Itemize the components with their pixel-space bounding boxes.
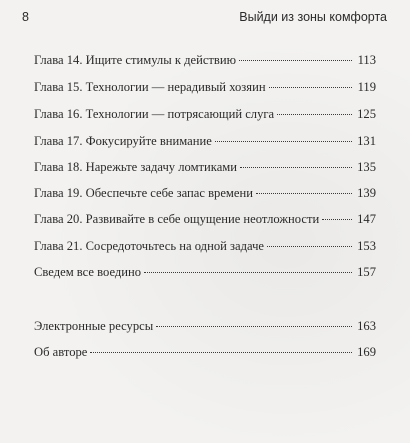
toc-entry (34, 79, 376, 95)
page-number: 8 (22, 10, 29, 24)
dot-leader (156, 326, 352, 327)
toc-entry-title: Об авторе (34, 345, 88, 359)
toc-entry-page: 153 (357, 239, 376, 253)
toc-entry-page: 139 (357, 186, 376, 200)
toc-entry (34, 238, 376, 254)
toc-entry-title: Глава 21. Сосредоточьтесь на одной задаче (34, 239, 264, 253)
dot-leader (267, 246, 352, 247)
toc-entry-title: Глава 20. Развивайте в себе ощущение неотложности (34, 212, 320, 226)
toc-entry (34, 318, 376, 334)
toc-entry (34, 344, 376, 360)
toc-entry-title: Глава 19. Обеспечьте себе запас времени (34, 186, 253, 200)
toc-entry (34, 185, 376, 201)
toc-entry-title: Сведем все воедино (34, 265, 142, 279)
dot-leader (269, 87, 352, 88)
dot-leader (256, 193, 352, 194)
toc-entry-title: Электронные ресурсы (34, 319, 154, 333)
toc-entry-title: Глава 18. Нарежьте задачу ломтиками (34, 160, 238, 174)
toc-entry (34, 106, 376, 122)
toc-entry-title: Глава 15. Технологии — нерадивый хозяин (34, 80, 266, 94)
toc-entry-title: Глава 16. Технологии — потрясающий слуга (34, 107, 275, 121)
dot-leader (240, 167, 352, 168)
toc-entry (34, 159, 376, 175)
toc-entry-page: 113 (357, 53, 376, 67)
dot-leader (239, 60, 352, 61)
toc-entry-page: 157 (357, 265, 376, 279)
toc-entry-page: 135 (357, 160, 376, 174)
toc-entry (34, 211, 376, 227)
dot-leader (277, 114, 352, 115)
toc-entry-page: 163 (357, 319, 376, 333)
toc-entry-page: 125 (357, 107, 376, 121)
toc-entry (34, 133, 376, 149)
dot-leader (322, 219, 352, 220)
toc-entry-page: 147 (357, 212, 376, 226)
toc-entry-title: Глава 14. Ищите стимулы к действию (34, 53, 237, 67)
toc-entry (34, 264, 376, 280)
toc-entry-page: 169 (357, 345, 376, 359)
toc-entry-page: 131 (357, 134, 376, 148)
toc-entry-title: Глава 17. Фокусируйте внимание (34, 134, 212, 148)
running-title: Выйди из зоны комфорта (239, 10, 387, 24)
toc-entry-page: 119 (357, 80, 376, 94)
page-header (22, 10, 387, 28)
toc-entry (34, 52, 376, 68)
dot-leader (215, 141, 352, 142)
dot-leader (90, 352, 352, 353)
dot-leader (144, 272, 352, 273)
